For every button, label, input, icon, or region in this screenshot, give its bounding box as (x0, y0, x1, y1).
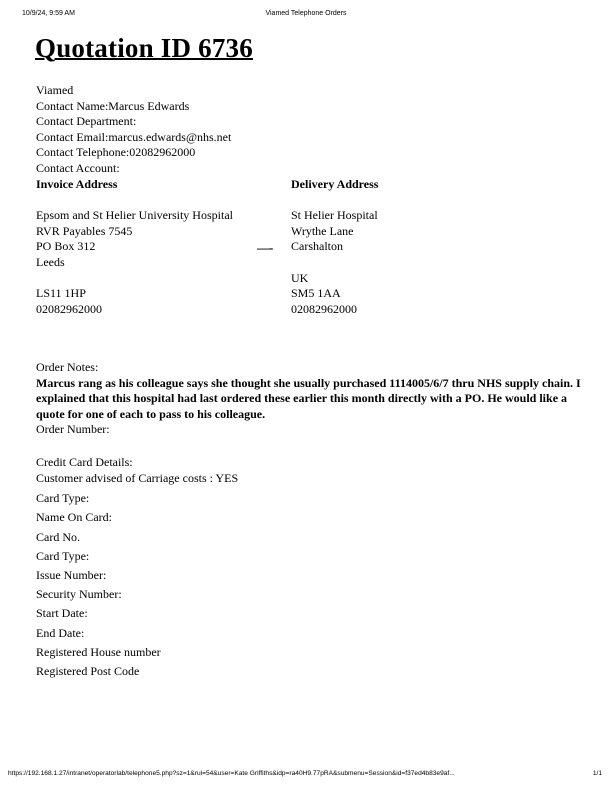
delivery-address-line: Carshalton (291, 239, 343, 254)
invoice-address-heading: Invoice Address (36, 177, 118, 191)
invoice-address-line: RVR Payables 7545 (36, 223, 133, 238)
invoice-address-line (36, 271, 291, 287)
print-footer (0, 770, 612, 780)
delivery-address-phone: 02082962000 (291, 301, 357, 316)
spacer (291, 193, 571, 209)
print-datetime: 10/9/24, 9:59 AM (22, 10, 75, 17)
carriage-costs-note: Customer advised of Carriage costs : YES (36, 470, 239, 485)
addresses-section (36, 177, 571, 317)
delivery-address-postcode: SM5 1AA (291, 286, 341, 301)
credit-card-heading: Credit Card Details: (36, 455, 133, 469)
page-title: Quotation ID 6736 (35, 33, 253, 63)
spacer (36, 193, 291, 209)
order-notes-text: Marcus rang as his colleague says she thought she usually purchased 1114005/6/7 thru NHS supply chain. I explained that this hospital had last ordered these earlier this month directly with a PO. He would like a quote for one of each to pass to his colleague. (36, 375, 581, 421)
name-on-card-label: Name On Card: (36, 510, 112, 525)
dash-mark: —- (257, 240, 273, 255)
delivery-address-column (291, 177, 571, 317)
invoice-address-column (36, 177, 291, 317)
card-number-label: Card No. (36, 529, 80, 544)
company-name: Viamed (36, 83, 74, 97)
registered-house-number-label: Registered House number (36, 644, 161, 659)
registered-post-code-label: Registered Post Code (36, 664, 140, 679)
card-type-label-2: Card Type: (36, 548, 90, 563)
start-date-label: Start Date: (36, 606, 88, 621)
delivery-address-country: UK (291, 270, 309, 285)
credit-card-section (36, 455, 238, 681)
contact-name-line: Contact Name:Marcus Edwards (36, 98, 190, 113)
end-date-label: End Date: (36, 625, 85, 640)
order-number-label: Order Number: (36, 422, 110, 437)
issue-number-label: Issue Number: (36, 568, 107, 582)
invoice-address-line: Epsom and St Helier University Hospital (36, 208, 233, 223)
print-header (0, 10, 612, 22)
order-notes-label: Order Notes: (36, 360, 99, 374)
delivery-address-heading: Delivery Address (291, 177, 379, 191)
print-footer-url: https://192.168.1.27/intranet/operatorlab/telephone5.php?sz=1&rul=54&user=Kate Griffiths&idp=ra40H9.77pRA&submenu=Session&id=f37ed4b83e9af... (8, 770, 455, 777)
contact-department-line: Contact Department: (36, 114, 137, 129)
card-type-label: Card Type: (36, 491, 90, 506)
security-number-label: Security Number: (36, 587, 122, 602)
delivery-address-line: St Helier Hospital (291, 208, 378, 223)
print-document-title: Viamed Telephone Orders (265, 10, 347, 17)
order-section (36, 360, 582, 438)
credit-card-fields (36, 489, 238, 681)
contact-block (36, 83, 231, 177)
contact-telephone-line: Contact Telephone:02082962000 (36, 145, 196, 160)
contact-email-line: Contact Email:marcus.edwards@nhs.net (36, 129, 232, 144)
invoice-address-line: PO Box 312 (36, 239, 96, 254)
delivery-address-line (291, 255, 571, 271)
invoice-address-postcode: LS11 1HP (36, 286, 86, 301)
delivery-address-line: Wrythe Lane (291, 223, 354, 238)
invoice-address-line: Leeds (36, 254, 65, 269)
invoice-address-phone: 02082962000 (36, 301, 102, 316)
print-page-indicator: 1/1 (592, 770, 602, 777)
contact-account-line: Contact Account: (36, 160, 120, 175)
